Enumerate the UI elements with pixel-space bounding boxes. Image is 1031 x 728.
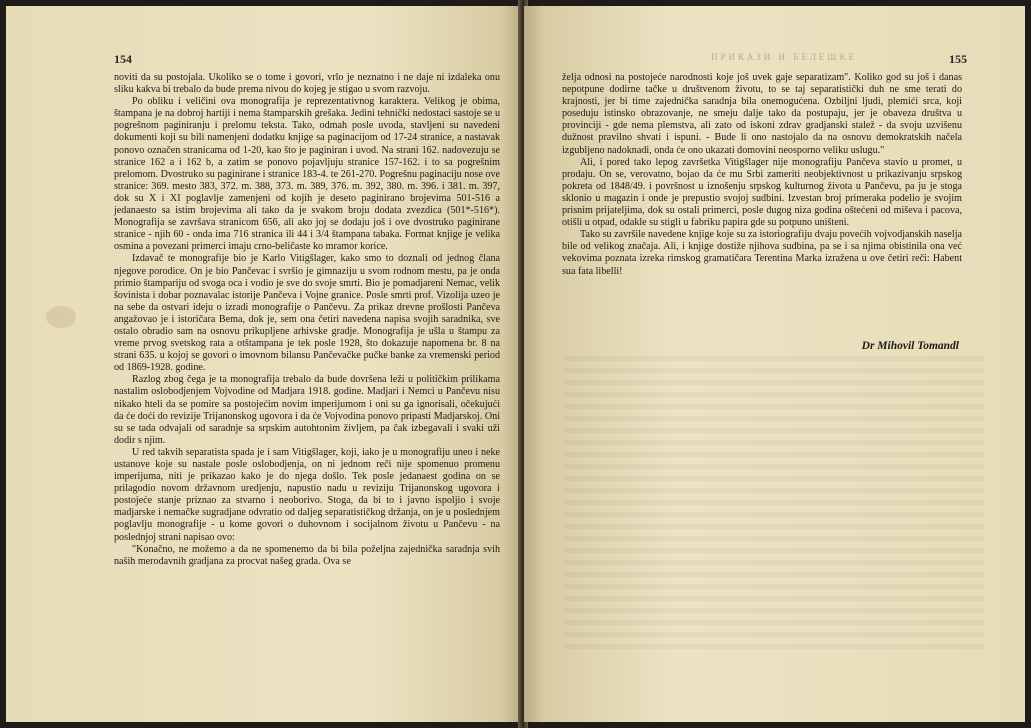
paragraph: Izdavač te monografije bio je Karlo Vitigšlager, kako smo to doznali od jednog člana njegove porodice. On je bio Pančevac i svršio je gimnaziju u svom rodnom mestu, pa je onda primio štampariju od svoga oca i vodio je sve do svoje smrti. Bio je pomadjareni Nemac, velik šovinista i dobar poznavalac istorije Pančeva i Vojne granice. Posle smrti prof. Vizolija uzeo je na sebe da ostvari ideju o izradi monografije o Pančevu. Za prikaz drevne prošlosti Pančeva angažovao je i istoričara Bema, dok je, sem ona četiri navedena napisa svojih saradnika, sve ostalo obradio sam na osnovu prikupljene arhivske gradje. Monografija je ušla u štampu za vreme prvog svetskog rata a otštampana je tek posle 1928, što dokazuje napomena br. 8 na strani 635. u kojoj se govori o imovnom bilansu Pančevačke pučke banke za vremenski period od 1869-1928. godine. [114, 253, 500, 374]
page-number-right: 155 [949, 52, 967, 66]
paragraph: Ali, i pored tako lepog završetka Vitigšlager nije monografiju Pančeva stavio u promet, u prodaju. On se, verovatno, bojao da će mu Srbi zameriti neobjektivnost u prikazivanju srpskog pokreta od 1848/49. i površnost u iznošenju srpskog kulturnog života u Pančevu, pa ju je stoga sklonio u magazin i onde je prepustio svojoj sudbini. Izvestan broj primeraka podelio je svojim prisnim prijateljima, dok su ostali primerci, posle dugog niza godina oštećeni od miševa i pacova, otišli u otpad, odakle su stigli u fabriku papira gde su potpuno uništeni. [562, 156, 962, 229]
paragraph: "Konačno, ne možemo a da ne spomenemo da bi bila poželjna zajednička saradnja svih naših merodavnih gradjana za procvat našeg grada. Ova se [114, 543, 500, 567]
paragraph: Po obliku i veličini ova monografija je reprezentativnog karaktera. Velikog je obima, štampana je na dobroj hartiji i nema štamparskih grešaka. Jedini tehnički nedostaci sastoje se u pogrešnom paginiranju i prelomu teksta. Tako, odmah posle uvoda, stavljeni su navedeni dokumenti koji su bili namenjeni dodatku knjige sa paginacijom od 17-24 stranice, a nastavak ponovo označen stranicama od 1-20, kao što je paginiran i uvod. Na strani 162. nadovezuju se stranice 162 a i 162 b, a zatim se ponovo pojavljuju stranice 157-162. i to sa pogrešnim prelomom. Dvostruko su paginirane i stranice 183-4. te 261-270. Pogrešnu paginaciju nose ove stranice: 369. mesto 383, 372. m. 388, 373. m. 389, 376. m. 392, 380. m. 396. i 381. m. 397, dok su X i XI poglavlje zamenjeni od kojih je deseto paginirano brojevima 501-516 a jedanaesto sa istim brojevima ali tako da je svakom broju dodata zvezdica (501*-516*). Monografija se završava stranicom 656, ali ako joj se dodaju još i ove dvostruko paginirane stranice - njih 60 - onda ima 716 stranica ili 44 i 3/4 štampana tabaka. Format knjige je velika osmina a povezani primerci imaju crno-beličaste ko mramor korice. [114, 96, 500, 253]
author-signature: Dr Mihovil Tomandl [861, 340, 959, 352]
paragraph: noviti da su postojala. Ukoliko se o tome i govori, vrlo je neznatno i ne daje ni izdaleka onu sliku kakva bi trebalo da bude prema nivou do kojeg je stigao u svom razvoju. [114, 72, 500, 96]
running-head: ПРИКАЗИ И БЕЛЕШКЕ [710, 52, 858, 62]
paragraph: želja odnosi na postojeće narodnosti koje još uvek gaje separatizam". Koliko god su još i danas nepotpune dodirne tačke u društvenom životu, to se taj separatistički duh ne sme terati do krajnosti, jer bi time zajednička saradnja bila onemogućena. Ozbiljni ljudi, plemići srca, koji poseduju istinsko obrazovanje, ne smeju dalje tako da postupaju, jer je obaveza društva u provinciji - gde nema plemstva, ali zato od iskoni zdrav gradjanski stalež - da svoju uzvišenu dužnost pravilno shvati i ispuni. - Bude li ono nastojalo da na osnovu demokratskih načela izgubljeno nadoknadi, onda će ono ukazati domovini neosporno veliku uslugu." [562, 72, 962, 156]
right-page-text [562, 72, 962, 278]
right-page [524, 6, 1025, 722]
paragraph: Tako su završile navedene knjige koje su za istoriografiju dvaju povećih vojvodjanskih naselja bile od velikog značaja. Ali, i knjige dostiže njihova sudbina, pa se i sa njima obistinila ona već vekovima poznata izreka rimskog gramatičara Terentina Marka izražena u ove četiri reči: Habent sua fata libelli! [562, 229, 962, 277]
page-number-left: 154 [114, 52, 132, 66]
show-through-text [564, 356, 984, 656]
paragraph: U red takvih separatista spada je i sam Vitigšlager, koji, iako je u monografiju uneo i neke ustanove koje su nastale posle oslobodjenja, on ni jednom reči nije spomenuo promenu imperijuma, niti je prikazao kako je do njega došlo. Tek posle jedanaest godina on se prilagodio novom državnom uredjenju, napustio nadu u reviziju Trijanonskog ugovora i postojeće stanje priznao za stvarno i neoborivo. Stoga, da bi to i javno ispoljio i svoje madjarske i nemačke sugradjane odvratio od daljeg separatističkog držanja, on je u poslednjem poglavlju monografije - u kome govori o duhovnom i socijalnom životu u Pančevu - na poslednjoj strani napisao ovo: [114, 446, 500, 543]
left-page [6, 6, 522, 722]
paragraph: Razlog zbog čega je ta monografija trebalo da bude dovršena leži u političkim prilikama nastalim oslobodjenjem Vojvodine od Madjara 1918. godine. Madjari i Nemci u Pančevu nisu nikako hteli da se pomire sa postojećim novim imperijumom i oni su ga ignorisali, očekujući da će doći do revizije Trijanonskog ugovora i da će Vojvodina ponovo pripasti Madjarskoj. Oni su se tada odvajali od saradnje sa srpskim autohtonim življem, pa čak izbegavali i svaki uži dodir s njim. [114, 374, 500, 446]
paper-stain [46, 306, 76, 328]
left-page-text [114, 72, 500, 568]
